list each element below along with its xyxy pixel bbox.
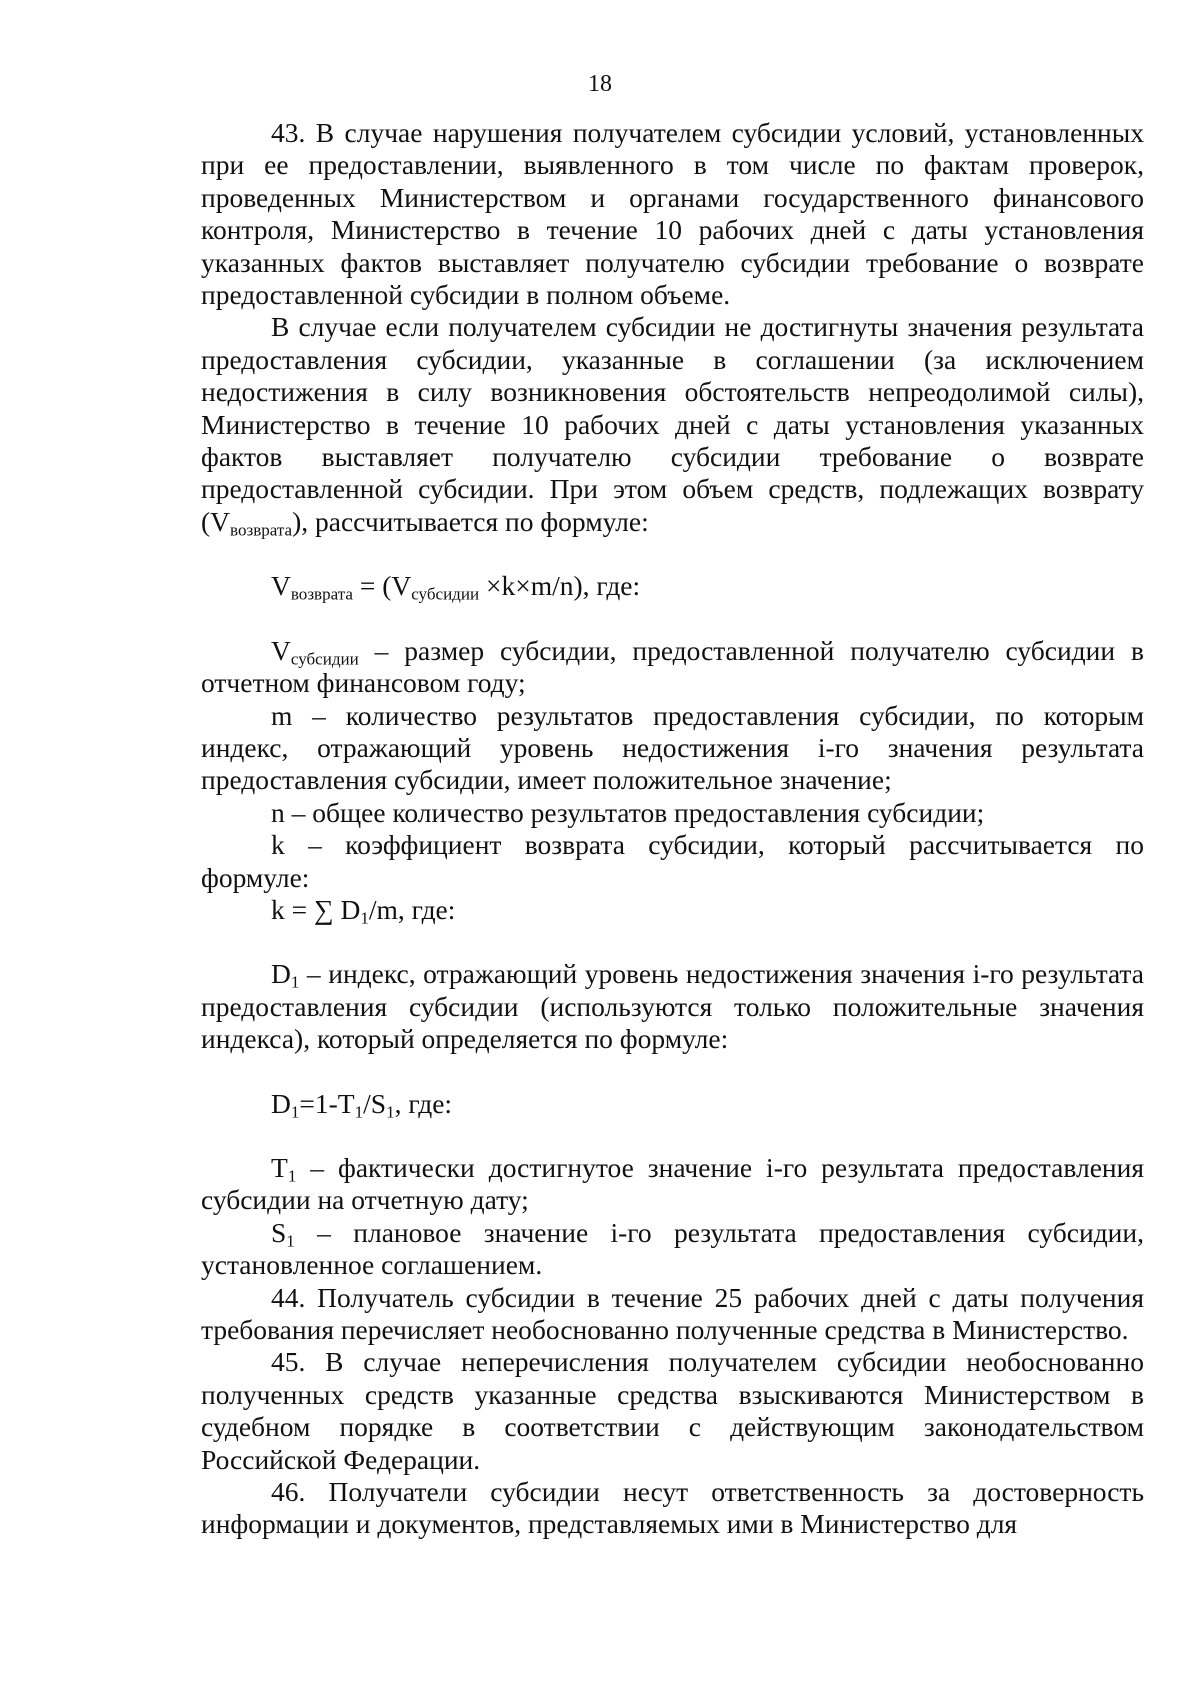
paragraph-43: 43. В случае нарушения получателем субсидии условий, установленных при ее предоставлении, выявленного в том числе по фактам проверок, проведенных Министерством и органами государственного финансового контроля, Министерство в течение 10 рабочих дней с даты установления указанных фактов выставляет получателю субсидии требование о возврате предоставленной субсидии в полном объеме. <box>201 117 1144 311</box>
formula-v-return: $V_{возврата} = (V_{субсидии} \times k\times m/n)$, где: <box>271 570 641 604</box>
document-body <box>201 117 1144 1541</box>
paragraph-45: 45. В случае неперечисления получателем субсидии необоснованно полученных средств указанные средства взыскиваются Министерством в судебном порядке в соответствии с действующим законодательством Российской Федерации. <box>201 1346 1144 1475</box>
paragraph-43-return-conditions <box>201 311 1144 538</box>
paragraph-text: В случае если получателем субсидии не достигнуты значения результата предоставления субсидии, указанные в соглашении (за исключением недостижения в силу возникновения обстоятельств непреодолимой силы), Министерство в течение 10 рабочих дней с даты установления указанных фактов выставляет получателю субсидии требование о возврате предоставленной субсидии. При этом объем средств, подлежащих возврату (V <box>201 311 1144 537</box>
paragraph-44: 44. Получатель субсидии в течение 25 рабочих дней с даты получения требования перечисляет необоснованно полученные средства в Министерство. <box>201 1281 1144 1345</box>
page-number: 18 <box>588 71 612 97</box>
definition-s: $S_1$ – плановое значение i-го результата предоставления субсидии, установленное соглашением. <box>201 1216 1144 1281</box>
definition-m: m – количество результатов предоставления субсидии, по которым индекс, отражающий уровень недостижения i-го значения результата предоставления субсидии, имеет положительное значение; <box>201 699 1144 796</box>
subscript: возврата <box>230 520 293 540</box>
definition-k: k – коэффициент возврата субсидии, который рассчитывается по формуле: <box>201 829 1144 893</box>
formula-d: $D_1=1-T_1/S_1$, где: <box>271 1087 453 1121</box>
definition-d: $D_1$ – индекс, отражающий уровень недостижения значения i-го результата предоставления субсидии (используются только положительные значения индекса), который определяется по формуле: <box>201 958 1144 1055</box>
paragraph-46: 46. Получатели субсидии несут ответственность за достоверность информации и документов, представляемых ими в Министерство для <box>201 1476 1144 1540</box>
definition-n: n – общее количество результатов предоставления субсидии; <box>271 796 985 828</box>
definition-v-subsidy: $V_{субсидии}$ – размер субсидии, предоставленной получателю субсидии в отчетном финансовом году; <box>201 634 1144 699</box>
paragraph-text: ), рассчитывается по формуле: <box>292 505 649 537</box>
formula-k: k = ∑ $D_1/m$, где: <box>271 893 456 928</box>
definition-t: $T_1$ – фактически достигнутое значение i-го результата предоставления субсидии на отчетную дату; <box>201 1151 1144 1216</box>
